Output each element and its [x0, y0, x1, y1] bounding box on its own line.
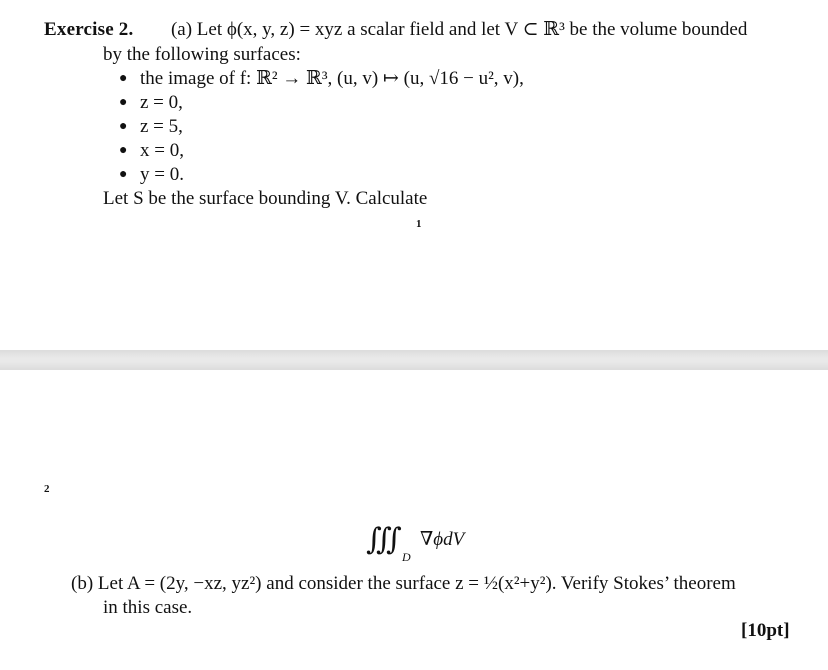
part-b-line-1: (b) Let A = (2y, −xz, yz²) and consider the surface z = ½(x²+y²). Verify Stokes’ theorem [71, 573, 736, 594]
surface-item: x = 0, [140, 140, 184, 161]
page-2 [0, 370, 828, 670]
surface-item: z = 0, [140, 92, 183, 113]
surface-item: z = 5, [140, 116, 183, 137]
integral-domain: D [402, 550, 411, 564]
page-number-2: 2 [44, 483, 50, 495]
bullet-icon: ● [119, 119, 128, 134]
surface-item: the image of f: ℝ² → ℝ³, (u, v) ↦ (u, √16 − u², v), [140, 68, 524, 89]
exercise-title: Exercise 2. [44, 19, 134, 40]
page-number-1: 1 [416, 218, 422, 230]
page-separator [0, 350, 828, 370]
exercise-header [44, 18, 747, 42]
part-b-line-2: in this case. [103, 597, 193, 618]
part-a-intro-cont: by the following surfaces: [103, 44, 301, 65]
closing-text: Let S be the surface bounding V. Calculate [103, 188, 428, 209]
integrand: ∇ϕdV [420, 529, 465, 550]
bullet-icon: ● [119, 95, 128, 110]
part-a-intro: (a) Let ϕ(x, y, z) = xyz a scalar field and let V ⊂ ℝ³ be the volume bounded [170, 19, 748, 40]
points-marker: [10pt] [741, 620, 790, 641]
surface-item: y = 0. [140, 164, 184, 185]
bullet-icon: ● [119, 71, 128, 86]
triple-integral-sign: ∭ [366, 523, 402, 556]
bullet-icon: ● [119, 167, 128, 182]
bullet-icon: ● [119, 143, 128, 158]
